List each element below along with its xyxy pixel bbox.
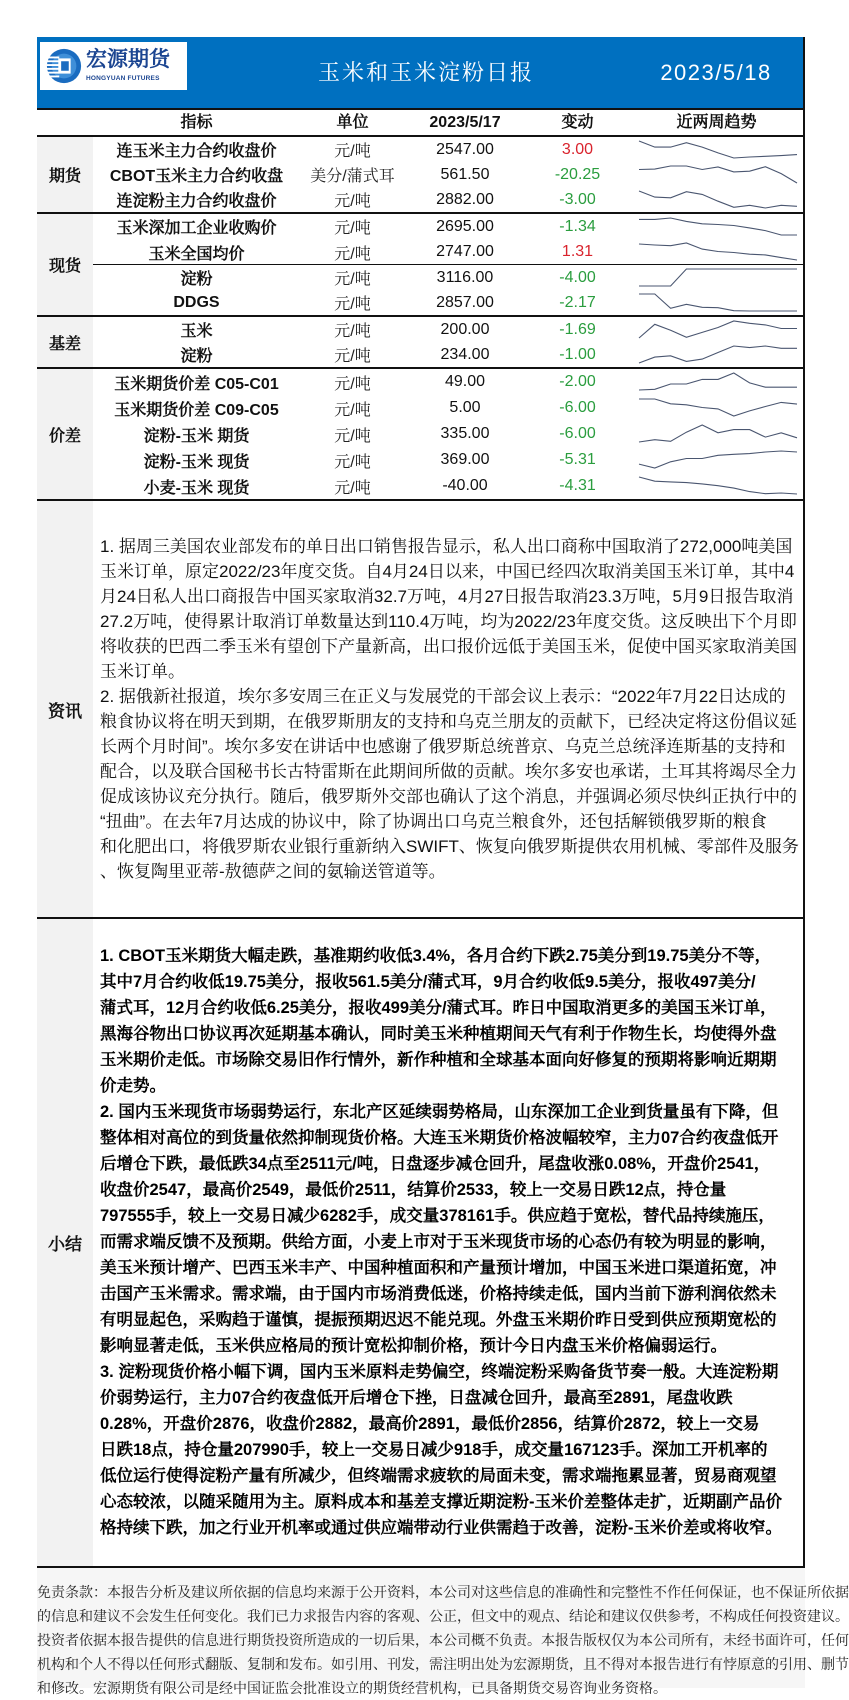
value: 335.00 [440,425,490,442]
indicator-name: 玉米深加工企业收购价 [116,220,277,237]
unit: 元/吨 [334,143,371,160]
section-news [37,501,803,919]
summary-line: 心态较浓，以随采随用为主。原料成本和基差支撑近期淀粉-玉米价差整体走扩，近期副产品价 [100,1493,782,1511]
summary-line: 蒲式耳，12月合约收低6.25美分，报收499美分/蒲式耳。昨日中国取消更多的美国玉米订单， [100,999,777,1017]
news-line: 1. 据周三美国农业部发布的单日出口销售报告显示，私人出口商称中国取消了272,000吨美国 [100,537,793,556]
news-line: 、恢复陶里亚蒂-敖德萨之间的氨输送管道等。 [100,862,446,881]
category-label: 基差 [37,317,93,367]
summary-line: 收盘价2547，最高价2549，最低价2511，结算价2533，较上一交易日跌12点，持仓量 [100,1181,727,1199]
value: 369.00 [440,451,490,468]
indicator-name: 玉米全国均价 [148,245,245,263]
sparkline-chart [639,421,797,447]
table-row [93,239,803,265]
header-change: 变动 [561,114,594,131]
news-line: 粮食协议将在明天到期，在俄罗斯朋友的支持和乌克兰朋友的贡献下，已经决定将这份倡议延 [100,712,797,731]
sparkline-chart [639,473,797,499]
trend-sparkline [630,342,803,367]
summary-line: 0.28%，开盘价2876，收盘价2882，最高价2891，最低价2856，结算价2872，较上一交易 [100,1415,760,1433]
indicator-name: CBOT玉米主力合约收盘 [109,168,284,185]
sparkline-chart [639,137,797,162]
unit: 元/吨 [334,348,371,365]
unit: 元/吨 [334,193,371,210]
unit: 元/吨 [334,245,371,263]
logo-chinese-name: 宏源期货 [86,48,170,71]
trend-sparkline [630,317,803,342]
report-banner [37,37,803,110]
summary-label: 小结 [37,919,93,1566]
trend-sparkline [630,447,803,473]
table-row [93,187,803,212]
unit: 元/吨 [334,401,371,419]
header-date: 2023/5/17 [429,114,501,131]
summary-line: 玉米期价走低。市场除交易旧作行情外，新作种植和全球基本面向好修复的预期将影响近期期 [100,1051,777,1069]
table-row [93,290,803,315]
summary-line: 日跌18点，持仓量207990手，较上一交易日减少918手，成交量167123手。深加工开机率的 [100,1441,768,1459]
news-line: 2. 据俄新社报道，埃尔多安周三在正义与发展党的干部会议上表示：“2022年7月22日达成的 [100,687,786,706]
value: 200.00 [440,320,490,338]
unit: 元/吨 [334,479,371,497]
summary-line: 3. 淀粉现货价格小幅下调，国内玉米原料走势偏空，终端淀粉采购备货节奏一般。大连淀粉期 [100,1363,779,1381]
table-row [93,369,803,395]
news-line: 促成该协议充分执行。随后，俄罗斯外交部也确认了这个消息，并强调必须尽快纠正执行中的 [100,787,797,806]
news-line: 将收获的巴西二季玉米有望创下产量新高，出口报价远低于美国玉米，促使中国买家取消美国 [100,637,797,656]
table-row [93,342,803,367]
unit: 元/吨 [334,323,371,340]
daily-report-table [37,37,805,1568]
hongyuan-logo-icon [45,47,83,85]
value: 2857.00 [436,293,494,311]
unit: 元/吨 [334,375,371,393]
indicator-name: 淀粉 [180,348,213,365]
company-logo [40,42,187,90]
table-row [93,214,803,239]
change: -1.69 [559,320,596,338]
unit: 元/吨 [334,453,371,471]
indicator-name: 淀粉-玉米 现货 [143,453,250,471]
trend-sparkline [630,290,803,315]
category-label: 期货 [37,137,93,212]
sparkline-chart [639,447,797,473]
value: 49.00 [444,373,486,390]
table-row [93,317,803,342]
header-category-cell [37,110,93,135]
report-date: 2023/5/18 [660,60,772,85]
table-row [93,395,803,421]
disclaimer-line: 和修改。宏源期货有限公司是经中国证监会批准设立的期货经营机构，已具备期货交易咨询业务资格。 [37,1680,667,1696]
table-row [93,447,803,473]
sparkline-chart [639,265,797,290]
indicator-name: DDGS [173,293,220,311]
value: -40.00 [442,477,488,494]
value: 3116.00 [436,268,494,286]
value: 561.50 [440,165,490,183]
trend-sparkline [630,187,803,212]
section-summary [37,919,803,1568]
change: 1.31 [561,243,594,260]
table-row [93,162,803,187]
change: -2.00 [559,373,596,390]
indicator-name: 淀粉-玉米 期货 [143,427,250,445]
summary-line: 有明显起色，采购趋于谨慎，提振预期迟迟不能兑现。外盘玉米期价昨日受到供应预期宽松的 [100,1311,777,1329]
unit: 元/吨 [334,220,371,237]
value: 2695.00 [436,217,494,235]
summary-line: 797555手，较上一交易日减少6282手，成交量378161手。供应趋于宽松，替代品持续施压， [100,1207,775,1225]
unit: 美分/蒲式耳 [310,168,395,185]
summary-line: 价弱势运行，主力07合约夜盘低开后增仓下挫，日盘减仓回升，最高至2891，尾盘收跌 [100,1389,733,1407]
change: -1.34 [559,217,596,235]
sparkline-chart [639,290,797,315]
sparkline-chart [639,239,797,265]
summary-line: 美玉米预计增产、巴西玉米丰产、中国种植面积和产量预计增加，中国玉米进口渠道拓宽，冲 [100,1259,777,1277]
indicator-name: 淀粉 [180,271,213,288]
change: 3.00 [561,140,594,158]
change: -3.00 [559,190,596,208]
summary-line: 价走势。 [100,1077,166,1095]
indicator-name: 连淀粉主力合约收盘价 [116,193,277,210]
unit: 元/吨 [334,271,371,288]
value: 234.00 [440,345,490,363]
sparkline-chart [639,317,797,342]
unit: 元/吨 [334,427,371,445]
logo-english-name: HONGYUAN FUTURES [86,75,160,82]
change: -1.00 [559,345,596,363]
indicator-name: 玉米期货价差 C09-C05 [114,401,279,419]
trend-sparkline [630,421,803,447]
news-text [93,501,803,917]
indicator-name: 玉米期货价差 C05-C01 [114,375,279,393]
trend-sparkline [630,395,803,421]
trend-sparkline [630,162,803,187]
news-line: 和化肥出口，将俄罗斯农业银行重新纳入SWIFT、恢复向俄罗斯提供农用机械、零部件及服务 [100,837,799,856]
news-line: 长两个月时间”。埃尔多安在讲话中也感谢了俄罗斯总统普京、乌克兰总统泽连斯基的支持和 [100,737,786,756]
sparkline-chart [639,162,797,187]
trend-sparkline [630,265,803,290]
disclaimer [37,1568,849,1696]
news-line: 玉米订单，原定2022/23年度交货。自4月24日以来，中国已经四次取消美国玉米订单，其中4 [100,562,795,581]
section-spot [37,214,803,317]
value: 2747.00 [436,243,494,260]
disclaimer-line: 免责条款：本报告分析及建议所依据的信息均来源于公开资料，本公司对这些信息的准确性和完整性不作任何保证，也不保证所依据 [37,1584,849,1600]
sparkline-chart [639,214,797,239]
header-trend: 近两周趋势 [676,114,757,131]
trend-sparkline [630,239,803,265]
change: -2.17 [559,293,596,311]
summary-text: 1. CBOT玉米期货大幅走跌，基准期约收低3.4%，各月合约下跌2.75美分到19.75美分不等， 其中7月合约收低19.75美分，报收561.5美分/蒲式耳，9月合约收低9.5美分，报收497美分/ 蒲式耳，12月合约收低6.25美分，报收499美分/蒲式耳。昨日中国取消更多的美国玉米订单， 黑海谷物出口协议再次延期基本确认，同时美玉米种植期间天气有利于作物生长，均使得外盘 玉米期价走低。市场除交易旧作行情外，新作种植和全球基本面向好修复的预期将影响近期期 价走势。 2. 国内玉米现货市场弱势运行，东北产区延续弱势格局，山东深加工企业到货量虽有下降，但 整体相对高位的到货量依然抑制现货价格。大连玉米期货价格波幅较窄，主力07合约夜盘低开 后增仓下跌，最低跌34点至2511元/吨，日盘逐步减仓回升，尾盘收涨0.08%，开盘价2541， 收盘价2547，最高价2549，最低价2511，结算价2533，较上一交易日跌12点，持仓量 797555手，较上一交易日减少6282手，成交量378161手。供应趋于宽松，替代品持续施压， 而需求端反馈不及预期。供给方面，小麦上市对于玉米现货市场的心态仍有较为明显的影响， 美玉米预计增产、巴西玉米丰产、中国种植面积和产量预计增加，中国玉米进口渠道拓宽，冲 击国产玉米需求。需求端，由于国内市场消费低迷，价格持续走低，国内当前下游利润依然未 有明显起色，采购趋于谨慎，提振预期迟迟不能兑现。外盘玉米期价昨日受到供应预期宽松的 影响显著走低，玉米供应格局的预计宽松抑制价格，预计今日内盘玉米价格偏弱运行。 3. 淀粉现货价格小幅下调，国内玉米原料走势偏空，终端淀粉采购备货节奏一般。大连淀粉期 价弱势运行，主力07合约夜盘低开后增仓下挫，日盘减仓回升，最高至2891，尾盘收跌 0.28%，开盘价2876，收盘价2882，最高价2891，最低价2856，结算价2872，较上一交易 日跌18点，持仓量207990手，较上一交易日减少918手，成交量167123手。深加工开机率的 低位运行使得淀粉产量有所减少，但终端需求疲软的局面未变，需求端拖累显著，贸易商观望 心态较浓，以随采随用为主。原料成本和基差支撑近期淀粉-玉米价差整体走扩，近期副产品价 格持续下跌，加之行业开机率或通过供应端带动行业供需趋于改善，淀粉-玉米价差或将收窄。 [93,919,803,1566]
disclaimer-line: 投资者依据本报告提供的信息进行期货投资所造成的一切后果，本公司概不负责。本报告版权仅为本公司所有，未经书面许可，任何 [37,1632,849,1648]
sparkline-chart [639,369,797,395]
summary-line: 黑海谷物出口协议再次延期基本确认，同时美玉米种植期间天气有利于作物生长，均使得外盘 [100,1025,777,1043]
summary-line: 后增仓下跌，最低跌34点至2511元/吨，日盘逐步减仓回升，尾盘收涨0.08%，开盘价2541， [100,1155,771,1173]
change: -4.31 [559,477,596,494]
trend-sparkline [630,137,803,162]
sparkline-chart [639,342,797,367]
summary-line: 击国产玉米需求。需求端，由于国内市场消费低迷，价格持续走低，国内当前下游利润依然未 [100,1285,777,1303]
change: -6.00 [559,399,596,416]
summary-line: 1. CBOT玉米期货大幅走跌，基准期约收低3.4%，各月合约下跌2.75美分到19.75美分不等， [100,947,772,965]
unit: 元/吨 [334,296,371,313]
section-futures [37,137,803,214]
news-line: 玉米订单。 [100,662,185,681]
change: -6.00 [559,425,596,442]
section-spread [37,369,803,501]
news-label: 资讯 [37,501,93,917]
change: -4.00 [559,268,596,286]
trend-sparkline [630,369,803,395]
summary-line: 格持续下跌，加之行业开机率或通过供应端带动行业供需趋于改善，淀粉-玉米价差或将收窄。 [100,1519,782,1537]
header-indicator: 指标 [180,114,213,131]
indicator-name: 小麦-玉米 现货 [143,479,250,497]
section-basis [37,317,803,369]
header-unit: 单位 [336,114,369,131]
summary-line: 其中7月合约收低19.75美分，报收561.5美分/蒲式耳，9月合约收低9.5美分，报收497美分/ [100,973,756,991]
summary-line: 2. 国内玉米现货市场弱势运行，东北产区延续弱势格局，山东深加工企业到货量虽有下降，但 [100,1103,779,1121]
value: 2547.00 [436,140,494,158]
disclaimer-line: 的信息和建议不会发生任何变化。我们已力求报告内容的客观、公正，但文中的观点、结论和建议仅供参考，不构成任何投资建议。 [37,1608,849,1624]
table-row [93,137,803,162]
summary-line: 低位运行使得淀粉产量有所减少，但终端需求疲软的局面未变，需求端拖累显著，贸易商观望 [100,1467,777,1485]
news-line: 配合，以及联合国秘书长古特雷斯在此期间所做的贡献。埃尔多安也承诺，土耳其将竭尽全力 [100,762,797,781]
category-label: 现货 [37,214,93,315]
report-title: 玉米和玉米淀粉日报 [317,60,534,85]
indicator-name: 玉米 [180,323,213,340]
summary-line: 整体相对高位的到货量依然抑制现货价格。大连玉米期货价格波幅较窄，主力07合约夜盘低开 [100,1129,779,1147]
trend-sparkline [630,214,803,239]
summary-line: 影响显著走低，玉米供应格局的预计宽松抑制价格，预计今日内盘玉米价格偏弱运行。 [100,1337,727,1355]
table-header-row [37,110,803,137]
sparkline-chart [639,395,797,421]
category-label: 价差 [37,369,93,499]
table-row [93,265,803,290]
value: 5.00 [449,399,481,416]
change: -20.25 [554,165,601,183]
value: 2882.00 [436,190,494,208]
change: -5.31 [559,451,596,468]
table-row [93,421,803,447]
news-line: “扭曲”。在去年7月达成的协议中，除了协调出口乌克兰粮食外，还包括解锁俄罗斯的粮食 [100,812,767,831]
sparkline-chart [639,187,797,212]
news-line: 月24日私人出口商报告中国买家取消32.7万吨，4月27日报告取消23.3万吨，5月9日报告取消 [100,587,794,606]
disclaimer-line: 机构和个人不得以任何形式翻版、复制和发布。如引用、刊发，需注明出处为宏源期货，且不得对本报告进行有悖原意的引用、删节 [37,1656,849,1672]
indicator-name: 连玉米主力合约收盘价 [116,143,277,160]
news-line: 27.2万吨，使得累计取消订单数量达到110.4万吨，均为2022/23年度交货。这反映出下个月即 [100,612,797,631]
trend-sparkline [630,473,803,499]
table-row [93,473,803,499]
